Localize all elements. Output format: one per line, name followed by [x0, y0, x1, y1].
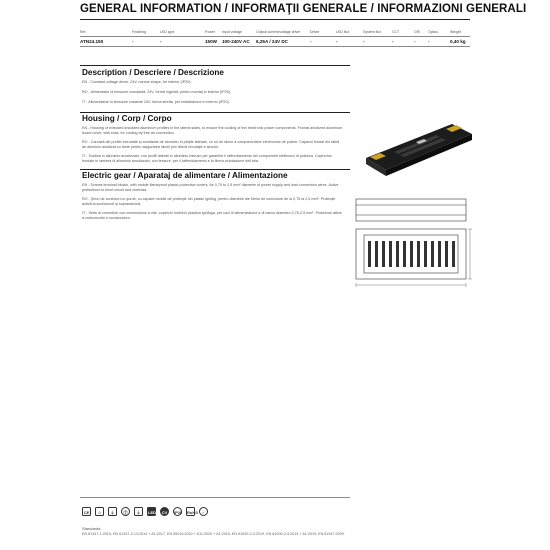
spec-header-power: Power [205, 30, 215, 34]
spec-header-input-voltage: Input voltage [222, 30, 243, 34]
warning-icon: ⚠ [95, 507, 104, 516]
spec-header-optics: Optics [428, 30, 438, 34]
section-heading-housing: Housing / Corp / Corpo [82, 114, 172, 123]
led-icon: LED [147, 507, 156, 516]
paragraph: EN - Screws terminal blocks, with mobile flameproof plastic protective covers, for 0,75 to 2,5 mm² diameter of power supply and load connection wires. Active protections to short circuit and overload. [82, 183, 339, 192]
spec-power: 150W [205, 39, 218, 44]
section-rule-electric-gear [80, 169, 350, 170]
spec-led-flux: - [336, 39, 338, 44]
spec-header-led-type: LED type [160, 30, 175, 34]
spec-header-cri: CRI [414, 30, 421, 34]
spec-table-bottom-rule [80, 46, 470, 47]
certification-icons [82, 507, 208, 516]
spec-ref: ATN24.150 [80, 39, 104, 44]
product-photo [360, 118, 475, 178]
section-rule-housing [80, 112, 350, 113]
spec-table-row [0, 39, 550, 45]
footer-rule [80, 497, 350, 498]
paragraph: RO - Şiruri de conectori cu şurub, cu capace mobile de protecţie din plastic ignifug, pentru diametre ale firelor de conexiune de la 0,75 la 2,5 mm². Protecţie activă la scurtcircuit şi suprasarcină. [82, 197, 336, 206]
class-icon: ⏚ [134, 507, 143, 516]
paragraph: EN - Housing of extruded anodized aluminum profiles in the lateral sides, to ensure the cooling of the electronic power components. Frontal anodized aluminum board cover, with slots, for cooling by free air convection. [82, 126, 343, 135]
spec-header-output: Output current/voltage driver [256, 30, 301, 34]
spec-weight: 0,40 kg [450, 39, 466, 44]
spec-header-led-flux: LED flux [336, 30, 350, 34]
paragraph: IT - Alimentatore in tensione costante 24V, forma stretta, per installazione in interno (IP20). [82, 100, 230, 104]
compliance-check-icon: ✓ [199, 507, 208, 516]
spec-header-driver: Driver [310, 30, 320, 34]
spec-led-type: - [160, 39, 162, 44]
spec-table-divider [80, 36, 470, 37]
ce-icon: CE [82, 507, 91, 516]
spec-header-finishing: Finishing [132, 30, 147, 34]
spec-finishing: - [132, 39, 134, 44]
section-heading-electric-gear: Electric gear / Aparataj de alimentare / Alimentazione [82, 171, 288, 180]
section-rule-description [80, 65, 350, 66]
spec-cct: - [392, 39, 394, 44]
ip20-icon: IP20 [173, 507, 182, 516]
spec-input-voltage: 100-240V AC [222, 39, 250, 44]
paragraph: IT - Serie di connettori con connessione a vite, coperchi mobili in plastica ignifuga, per cavi di alimentazione e di carico diametro 0,75-2,5 mm². Protezioni attive a cortocircuito e sovraccarico. [82, 211, 342, 220]
page-title: GENERAL INFORMATION / INFORMAŢII GENERALE / INFORMAZIONI GENERALI [80, 3, 527, 15]
spec-header-weight: Weight [450, 30, 461, 34]
rohs-icon: RoHS [186, 507, 195, 516]
spec-driver: - [310, 39, 312, 44]
paragraph: EN - Constant voltage driver, 24V, narrow shape, for interior (IP20). [82, 80, 192, 84]
cv-icon: CV [160, 507, 169, 516]
spec-header-cct: CCT [392, 30, 400, 34]
spec-header-system-flux: System flux [363, 30, 382, 34]
paragraph: IT - Scatola in alluminio anodizzato, con profili laterali in alluminio estruso per garantire il raffreddamento dei componenti elettronici di potenza. Coperchio frontale in lamiera di alluminio anodizzato, con fessure, per il raffreddamento e la libera circolazione dell'aria. [82, 154, 332, 163]
spec-cri: - [414, 39, 416, 44]
spec-header-ref: Ref. [80, 30, 87, 34]
standards-text: EN 61347-1:2015, EN 61347-2-13:2014 + A1:2017, EN 55015:2019 + A11:2020 + A1:2015, EN 61000-3-2:2019, EN 61000-3-3:2013 + A1:2019, EN 61547:2009. [82, 532, 345, 536]
section-heading-description: Description / Descriere / Descrizione [82, 68, 224, 77]
paragraph: RO - Alimentator la tensiune constantă, 24V, formă îngustă, pentru montaj în interior (IP20). [82, 90, 232, 94]
spec-output: 6,25A / 24V DC [256, 39, 289, 44]
ground-icon: ⏚ [108, 507, 117, 516]
technical-drawing [350, 195, 475, 290]
thermal-protection-icon: Ⓣ [121, 507, 130, 516]
title-rule [80, 19, 470, 20]
spec-system-flux: - [363, 39, 365, 44]
spec-optics: - [428, 39, 430, 44]
paragraph: RO - Carcasă din profile extrudate şi anodizate de aluminiu în părţile laterale, cu rol de răcire a componentelor electronice de putere. Capacul frontal din tablă de aluminiu anodizat cu fante pentru asigurarea răcirii prin liberă circulaţie a aerului. [82, 140, 340, 149]
standards-title: Standards: [82, 526, 102, 531]
